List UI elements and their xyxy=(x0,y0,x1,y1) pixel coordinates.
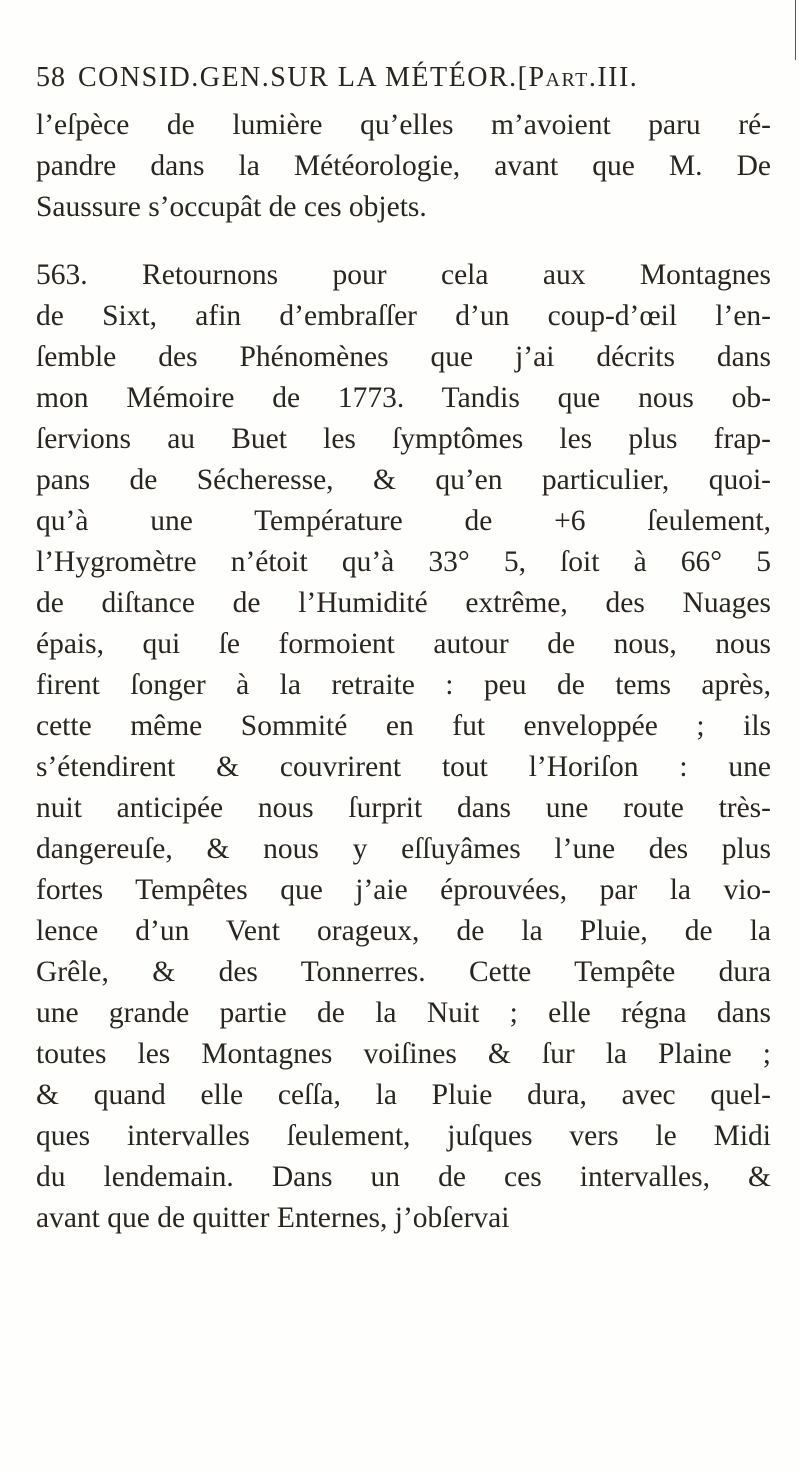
text-line: du lendemain. Dans un de ces intervalles, & xyxy=(36,1161,771,1193)
running-header xyxy=(36,62,776,102)
paragraph-2 xyxy=(36,255,771,1239)
text-line: ſemble des Phénomènes que j’ai décrits dans xyxy=(36,341,771,373)
text-line: lence d’un Vent orageux, de la Pluie, de la xyxy=(36,915,771,947)
text-line: une grande partie de la Nuit ; elle régna dans xyxy=(36,997,771,1029)
text-line: avant que de quitter Enternes, j’obſervai xyxy=(36,1202,510,1234)
text-line: firent ſonger à la retraite : peu de tems après, xyxy=(36,669,771,701)
text-line: ques intervalles ſeulement, juſques vers le Midi xyxy=(36,1120,771,1152)
text-line: nuit anticipée nous ſurprit dans une route très- xyxy=(36,792,771,824)
text-line: pandre dans la Météorologie, avant que M. De xyxy=(36,150,771,182)
text-line: de Sixt, afin d’embraſſer d’un coup-d’œil l’en- xyxy=(36,300,771,332)
text-line: & quand elle ceſſa, la Pluie dura, avec quel- xyxy=(36,1079,771,1111)
text-line: s’étendirent & couvrirent tout l’Horiſon : une xyxy=(36,751,771,783)
text-line: mon Mémoire de 1773. Tandis que nous ob- xyxy=(36,382,771,414)
page-edge-line xyxy=(795,0,796,60)
text-line: 563. Retournons pour cela aux Montagnes xyxy=(36,259,771,291)
text-line: ſervions au Buet les ſymptômes les plus frap- xyxy=(36,423,771,455)
text-line: qu’à une Température de +6 ſeulement, xyxy=(36,505,771,537)
text-line: toutes les Montagnes voiſines & ſur la Plaine ; xyxy=(36,1038,771,1070)
paragraph-gap xyxy=(36,228,771,255)
running-title: CONSID.GEN.SUR LA MÉTÉOR.[Part.III. xyxy=(78,62,639,93)
text-line: pans de Sécheresse, & qu’en particulier, quoi- xyxy=(36,464,771,496)
text-line: Grêle, & des Tonnerres. Cette Tempête dura xyxy=(36,956,771,988)
page-number: 58 xyxy=(36,62,66,93)
text-line: l’eſpèce de lumière qu’elles m’avoient paru ré- xyxy=(36,109,771,141)
paragraph-1 xyxy=(36,105,771,228)
text-line: l’Hygromètre n’étoit qu’à 33° 5, ſoit à 66° 5 xyxy=(36,546,771,578)
body-text xyxy=(36,105,771,1239)
text-line: de diſtance de l’Humidité extrême, des Nuages xyxy=(36,587,771,619)
text-line: Saussure s’occupât de ces objets. xyxy=(36,191,427,223)
text-line: cette même Sommité en fut enveloppée ; ils xyxy=(36,710,771,742)
text-line: épais, qui ſe formoient autour de nous, nous xyxy=(36,628,771,660)
text-line: fortes Tempêtes que j’aie éprouvées, par la vio- xyxy=(36,874,771,906)
text-line: dangereuſe, & nous y eſſuyâmes l’une des plus xyxy=(36,833,771,865)
